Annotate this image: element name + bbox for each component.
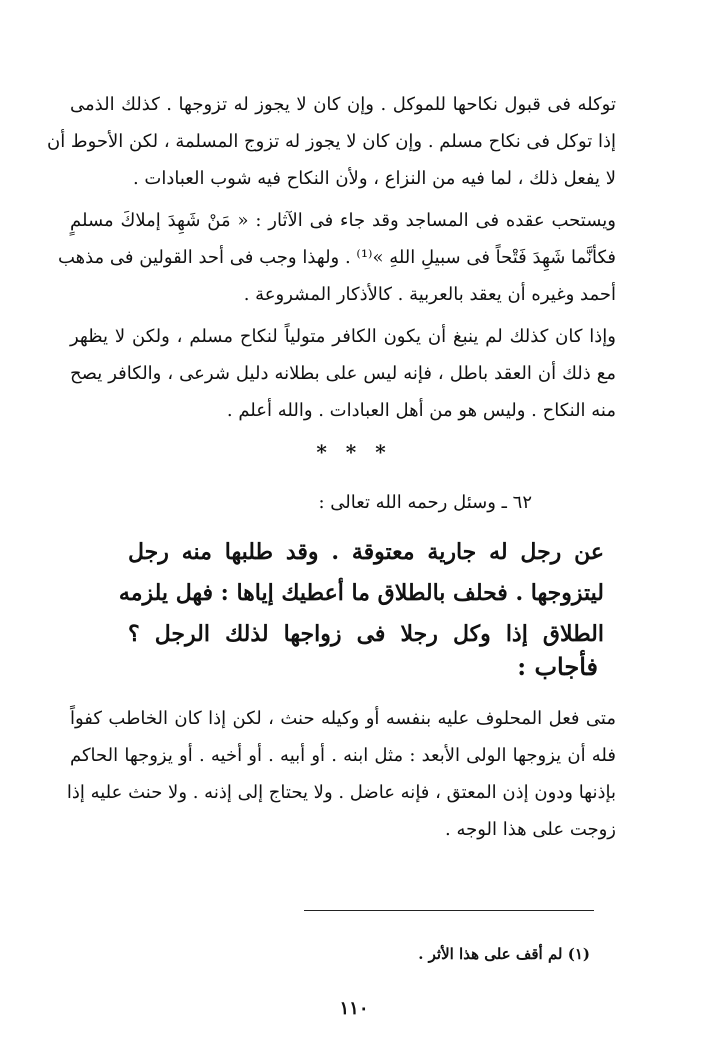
text-line: فله أن يزوجها الولى الأبعد : مثل ابنه . أو أبيه . أو أخيه . أو يزوجها الحاكم xyxy=(70,745,616,766)
answer-label: فأجاب : xyxy=(517,652,598,681)
question-heading: ٦٢ ـ وسئل رحمه الله تعالى : xyxy=(318,492,532,513)
text-line: فكأنَّما شَهِدَ فَتْحاً فى سبيلِ اللهِ »⁽¹⁾ . ولهذا وجب فى أحد القولين فى مذهب xyxy=(57,247,616,268)
paragraph-1 xyxy=(46,86,616,197)
paragraph-3 xyxy=(70,318,616,429)
text-line: متى فعل المحلوف عليه بنفسه أو وكيله حنث ، لكن إذا كان الخاطب كفواً xyxy=(70,708,616,729)
text-line: مع ذلك أن العقد باطل ، فإنه ليس على بطلانه دليل شرعى ، والكافر يصح xyxy=(70,363,616,384)
question-line: عن رجل له جارية معتوقة . وقد طلبها منه رجل xyxy=(128,539,604,565)
question-line: الطلاق إذا وكل رجلا فى زواجها لذلك الرجل ؟ xyxy=(128,621,604,647)
text-line: إذا توكل فى نكاح مسلم . وإن كان لا يجوز له تزوج المسلمة ، لكن الأحوط أن xyxy=(46,131,616,152)
question-line: ليتزوجها . فحلف بالطلاق ما أعطيك إياها : فهل يلزمه xyxy=(118,580,604,606)
page-number: ١١٠ xyxy=(339,998,369,1019)
text-line: لا يفعل ذلك ، لما فيه من النزاع ، ولأن النكاح فيه شوب العبادات . xyxy=(132,168,616,189)
text-line: منه النكاح . وليس هو من أهل العبادات . والله أعلم . xyxy=(226,400,616,421)
section-separator: * * * xyxy=(316,440,392,464)
text-line: توكله فى قبول نكاحها للموكل . وإن كان لا يجوز له تزوجها . كذلك الذمى xyxy=(70,94,616,115)
footnote: (١) لم أقف على هذا الأثر . xyxy=(418,945,590,963)
text-line: زوجت على هذا الوجه . xyxy=(445,819,616,840)
text-line: ويستحب عقده فى المساجد وقد جاء فى الآثار : « مَنْ شَهِدَ إملاكَ مسلمٍ xyxy=(70,210,616,231)
question-body xyxy=(118,532,604,655)
paragraph-2 xyxy=(57,202,616,313)
text-line: وإذا كان كذلك لم ينبغ أن يكون الكافر متولياً لنكاح مسلم ، ولكن لا يظهر xyxy=(70,326,616,347)
text-line: بإذنها ودون إذن المعتق ، فإنه عاضل . ولا يحتاج إلى إذنه . ولا حنث عليه إذا xyxy=(66,782,616,803)
text-line: أحمد وغيره أن يعقد بالعربية . كالأذكار المشروعة . xyxy=(243,284,616,305)
answer-paragraph xyxy=(66,700,616,848)
footnote-divider xyxy=(304,910,594,911)
